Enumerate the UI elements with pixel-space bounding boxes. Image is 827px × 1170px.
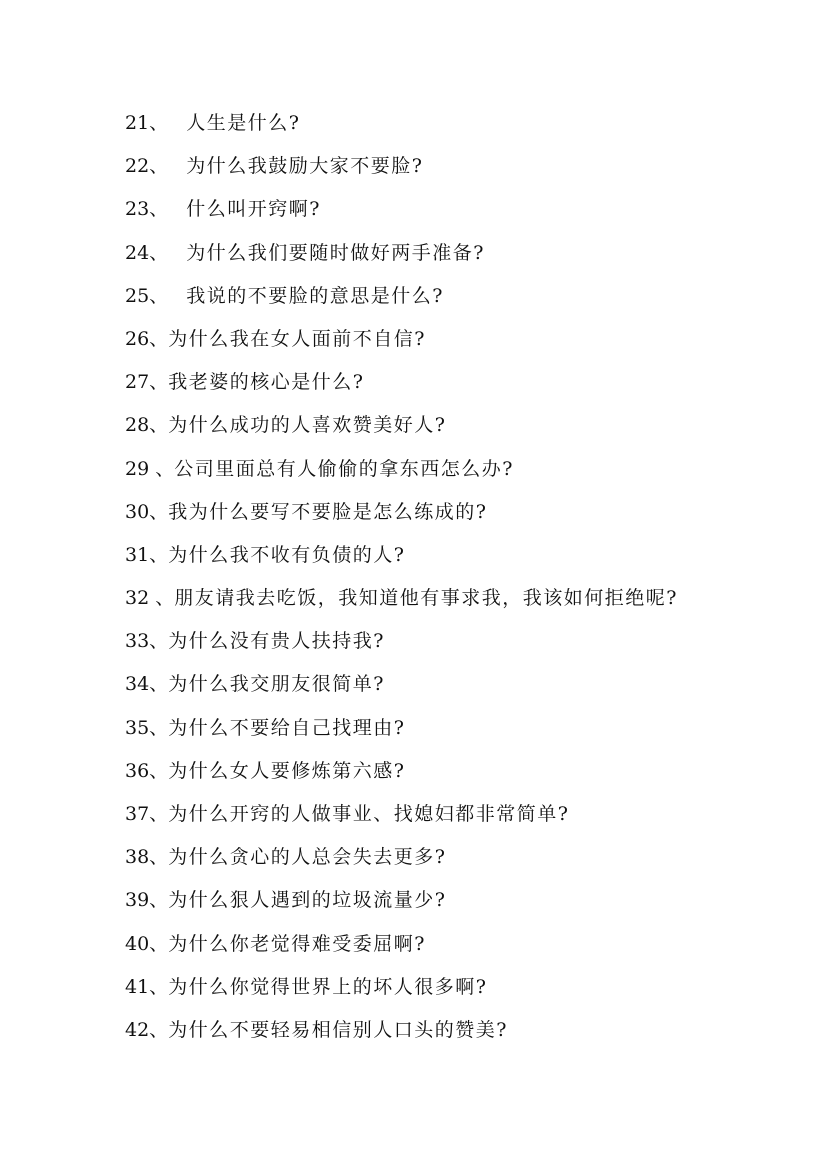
list-item	[125, 194, 775, 237]
item-number: 28、	[125, 414, 169, 437]
item-number: 35、	[125, 716, 169, 739]
item-number: 36、	[125, 759, 169, 782]
list-item	[125, 540, 775, 583]
list-item	[125, 1015, 775, 1058]
item-text: 朋友请我去吃饭，我知道他有事求我，我该如何拒绝呢?	[174, 587, 678, 610]
item-text: 为什么我们要随时做好两手准备?	[186, 241, 485, 264]
item-number: 40、	[125, 932, 169, 955]
item-text: 为什么不要轻易相信别人口头的赞美?	[168, 1018, 508, 1041]
list-item	[125, 799, 775, 842]
question-list	[125, 108, 775, 1058]
list-item	[125, 713, 775, 756]
list-item	[125, 669, 775, 712]
item-text: 为什么我在女人面前不自信?	[168, 327, 426, 350]
item-text: 我为什么要写不要脸是怎么练成的?	[168, 500, 488, 523]
item-number: 26、	[125, 327, 169, 350]
item-number: 31、	[125, 543, 169, 566]
item-text: 人生是什么?	[186, 112, 301, 134]
item-number: 32 、	[125, 587, 175, 610]
list-item	[125, 108, 775, 151]
item-number: 37、	[125, 803, 169, 825]
list-item	[125, 972, 775, 1015]
item-text: 我说的不要脸的意思是什么?	[186, 284, 444, 307]
item-text: 为什么开窍的人做事业、找媳妇都非常简单?	[168, 803, 570, 825]
list-item	[125, 281, 775, 324]
item-number: 33、	[125, 630, 169, 653]
item-number: 24、	[125, 241, 169, 264]
item-text: 公司里面总有人偷偷的拿东西怎么办?	[174, 457, 514, 480]
item-text: 为什么我不收有负债的人?	[168, 543, 406, 566]
list-item	[125, 756, 775, 799]
item-number: 41、	[125, 975, 169, 998]
list-item	[125, 497, 775, 540]
item-number: 27、	[125, 371, 169, 394]
list-item	[125, 410, 775, 453]
item-number: 38、	[125, 846, 169, 869]
list-item	[125, 583, 775, 626]
item-number: 29 、	[125, 457, 175, 480]
item-text: 为什么狠人遇到的垃圾流量少?	[168, 889, 447, 912]
item-text: 为什么我鼓励大家不要脸?	[186, 155, 424, 178]
item-text: 我老婆的核心是什么?	[168, 371, 365, 394]
item-text: 为什么贪心的人总会失去更多?	[168, 846, 447, 869]
list-item	[125, 454, 775, 497]
item-number: 30、	[125, 500, 169, 523]
list-item	[125, 929, 775, 972]
item-text: 什么叫开窍啊?	[186, 198, 321, 221]
item-text: 为什么你觉得世界上的坏人很多啊?	[168, 975, 488, 998]
item-text: 为什么成功的人喜欢赞美好人?	[168, 414, 447, 437]
list-item	[125, 626, 775, 669]
item-text: 为什么我交朋友很简单?	[168, 673, 385, 696]
list-item	[125, 367, 775, 410]
list-item	[125, 238, 775, 281]
item-number: 42、	[125, 1018, 169, 1041]
item-number: 23、	[125, 198, 169, 221]
item-number: 34、	[125, 673, 169, 696]
item-number: 22、	[125, 155, 169, 178]
list-item	[125, 885, 775, 928]
list-item	[125, 842, 775, 885]
list-item	[125, 324, 775, 367]
item-text: 为什么不要给自己找理由?	[168, 716, 406, 739]
item-number: 39、	[125, 889, 169, 912]
item-text: 为什么没有贵人扶持我?	[168, 630, 385, 653]
item-number: 25、	[125, 284, 169, 307]
item-number: 21、	[125, 112, 169, 134]
item-text: 为什么女人要修炼第六感?	[168, 759, 406, 782]
list-item	[125, 151, 775, 194]
item-text: 为什么你老觉得难受委屈啊?	[168, 932, 426, 955]
